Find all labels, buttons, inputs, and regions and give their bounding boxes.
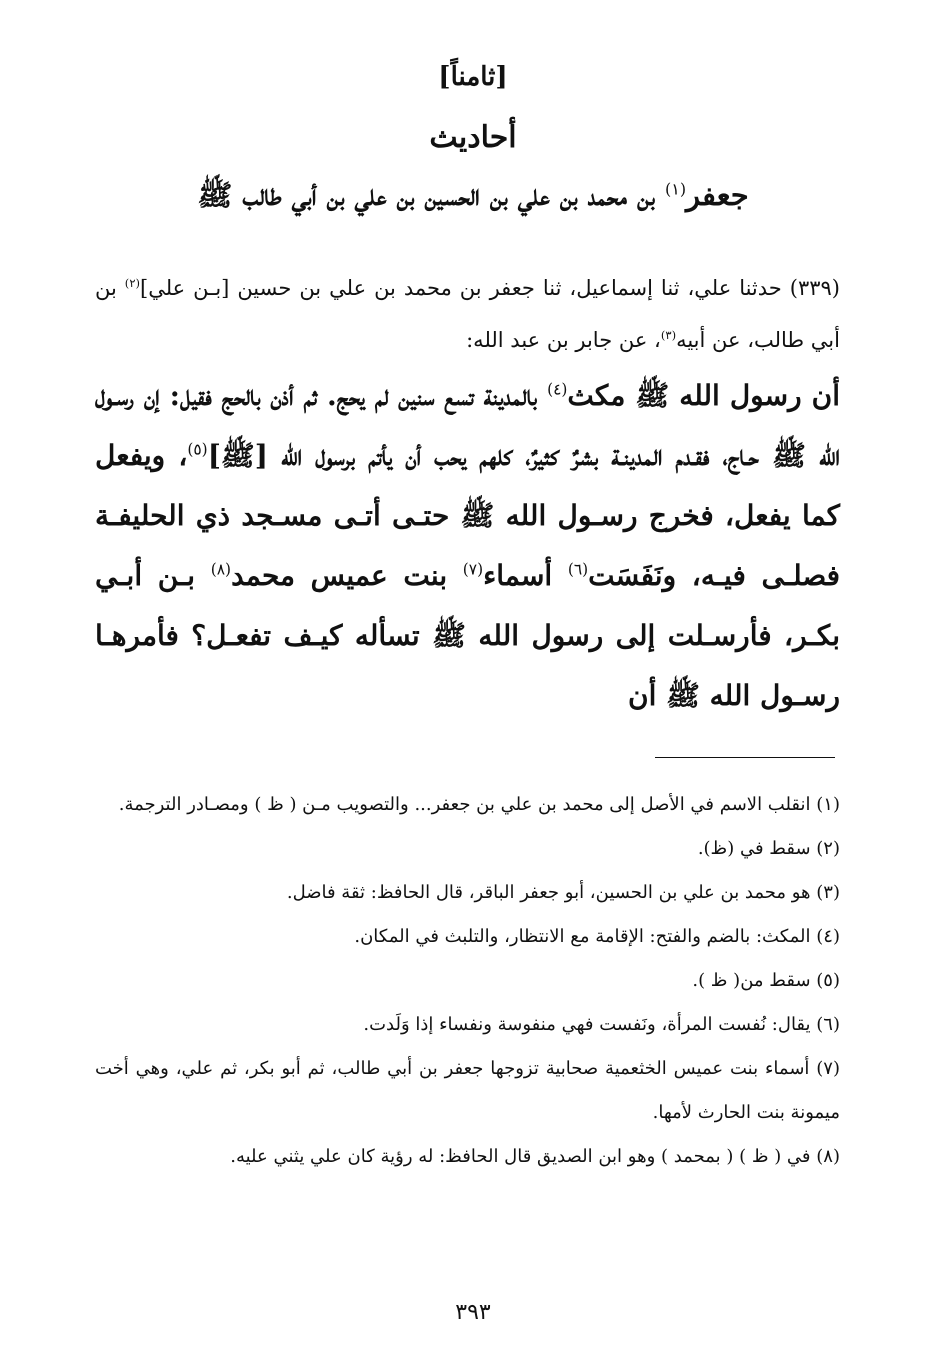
footnote-ref-6: (٦) (567, 560, 589, 579)
footnote-ref-4: (٤) (547, 380, 568, 399)
chain-text-3: ، عن جابر بن عبد الله: (466, 328, 661, 352)
footnote-ref-2: (٢) (124, 276, 141, 290)
footnote-4: (٤) المكث: بالضم والفتح: الإقامة مع الانتظار، والتلبث في المكان. (354, 926, 840, 947)
matn-text-2: بالمدينة تسع سنين لم يحج. ثم أذن بالحج فقيل: إن رسـول الله ﷺ حـاج، فقـدم المدينـة بشرٌ كثيرٌ، كلهم يحب أن يأتم برسول الله [ﷺ] (95, 379, 840, 472)
subtitle-rest: بن محمد بن علي بن الحسين بن علي بن أبي طالب ﷺ (197, 178, 666, 212)
subtitle-name: جعفر (686, 178, 749, 212)
footnote-ref-7: (٧) (462, 560, 484, 579)
hadith-chain (95, 262, 840, 366)
chain-text-1: (٣٣٩) حدثنا علي، ثنا إسماعيل، ثنا جعفر بن محمد بن علي بن حسين [بـن علي] (140, 276, 840, 300)
footnote-ref-5: (٥) (187, 440, 208, 459)
footnote-separator (655, 757, 835, 758)
matn-text-5: بنت عميس محمد (231, 559, 463, 592)
section-title: أحاديث (429, 120, 517, 155)
section-subtitle (120, 178, 826, 220)
footnote-7: (٧) أسماء بنت عميس الخثعمية صحابية تزوجها جعفر بن أبي طالب، ثم أبو بكر، ثم علي، وهي أخت ميمونة بنت الحارث لأمها. (95, 1058, 840, 1123)
footnote-ref-1: (١) (665, 179, 687, 199)
matn-text-1: أن رسول الله ﷺ مكث (567, 379, 840, 412)
chain-text-2: بن أبي طالب، عن أبيه (95, 276, 840, 352)
footnote-5: (٥) سقط من( ظ ). (692, 970, 840, 991)
footnote-8: (٨) في ( ظ ) ( بمحمد ) وهو ابن الصديق قال الحافظ: له رؤية كان علي يثني عليه. (230, 1146, 840, 1167)
page-number: ٣٩٣ (455, 1300, 491, 1325)
footnote-1: (١) انقلب الاسم في الأصل إلى محمد بن علي بن جعفر... والتصويب مـن ( ظ ) ومصـادر الترجمة. (118, 794, 840, 815)
hadith-text (95, 366, 840, 726)
matn-text-4: أسماء (483, 559, 568, 592)
footnote-3: (٣) هو محمد بن علي بن الحسين، أبو جعفر الباقر، قال الحافظ: ثقة فاضل. (286, 882, 840, 903)
footnote-2: (٢) سقط في (ظ). (697, 838, 840, 859)
section-label: [ثامناً] (438, 62, 508, 92)
footnote-ref-8: (٨) (210, 560, 232, 579)
matn-text-6: بـن أبـي بكـر، فأرسـلت إلى رسول الله ﷺ تسأله كيـف تفعـل؟ فأمرهـا رسـول الله ﷺ أن (95, 559, 840, 712)
matn-text-3: ، ويفعل كما يفعل، فخرج رسـول الله ﷺ حتـى أتـى مسـجد ذي الحليفـة فصلـى فيـه، ونَفَسَت (95, 439, 840, 592)
footnotes (95, 783, 840, 1179)
footnote-ref-3: (٣) (660, 328, 677, 342)
footnote-6: (٦) يقال: نُفست المرأة، ونَفست فهي منفوسة ونفساء إذا وَلَدت. (363, 1014, 840, 1035)
